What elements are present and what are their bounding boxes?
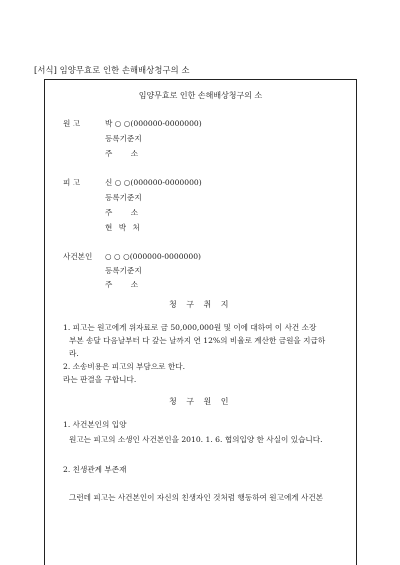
cause-section2-title: 2. 친생관계 부존재	[63, 465, 127, 474]
defendant-name: 신 ○ ○(000000-0000000)	[105, 178, 202, 187]
defendant-residence-label: 현 박 처	[105, 223, 140, 232]
cause-section1-body: 원고는 피고의 소생인 사건본인을 2010. 1. 6. 협의입양 한 사실이 있습니다.	[69, 435, 323, 444]
plaintiff-domicile-label: 등록기준지	[105, 134, 142, 143]
cause-section1-title: 1. 사건본인의 입양	[63, 420, 127, 429]
principal-address-label: 주 소	[105, 280, 139, 289]
claim-item2: 2. 소송비용은 피고의 부담으로 한다.	[63, 362, 186, 371]
plaintiff-address-label: 주 소	[105, 149, 139, 158]
document-caption: [서식] 임양무효로 인한 손해배상청구의 소	[34, 65, 190, 75]
defendant-address-label: 주 소	[105, 208, 139, 217]
principal-name: ○ ○ ○(000000-0000000)	[105, 252, 202, 261]
defendant-role-label: 피 고	[63, 178, 81, 187]
principal-role-label: 사건본인	[63, 252, 93, 261]
claim-item1-line3: 라.	[69, 349, 79, 358]
cause-section2-body: 그런데 피고는 사건본인이 자신의 친생자인 것처럼 행동하여 원고에게 사건본	[69, 493, 324, 502]
principal-domicile-label: 등록기준지	[105, 266, 142, 275]
document-title: 임양무효로 인한 손해배상청구의 소	[138, 91, 263, 100]
defendant-domicile-label: 등록기준지	[105, 193, 142, 202]
claim-heading: 청 구 취 지	[168, 300, 233, 309]
plaintiff-name: 박 ○ ○(000000-0000000)	[105, 119, 202, 128]
claim-item1-line2: 부본 송달 다음날부터 다 갚는 날까지 연 12%의 비율로 계산한 금원을 지급하	[69, 336, 326, 345]
claim-closing: 라는 판결을 구합니다.	[63, 375, 137, 384]
cause-heading: 청 구 원 인	[168, 397, 233, 406]
claim-item1-line1: 1. 피고는 원고에게 위자료로 금 50,000,000원 및 이에 대하여 이 사건 소장	[63, 323, 317, 332]
plaintiff-role-label: 원 고	[63, 119, 81, 128]
document-frame	[44, 79, 357, 565]
